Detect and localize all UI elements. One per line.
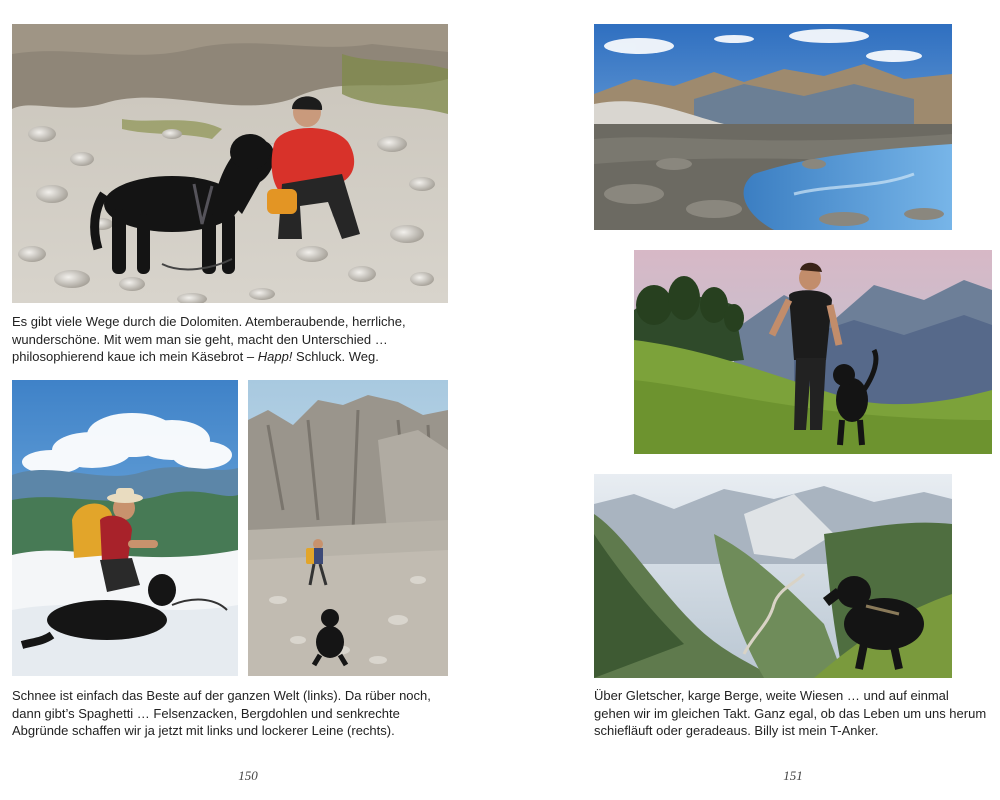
- caption-top-line-3-end: Schluck. Weg.: [292, 349, 379, 364]
- caption-top-line-1: Es gibt viele Wege durch die Dolomiten. Atemberaubende, herrliche,: [12, 314, 406, 329]
- caption-bottom-left-line-1: Schnee ist einfach das Beste auf der ganzen Welt (links). Da rüber noch,: [12, 688, 431, 703]
- right-page: [500, 0, 1000, 800]
- caption-right: [594, 687, 986, 740]
- caption-top-line-3: [12, 348, 406, 366]
- caption-bottom-left: [12, 687, 431, 740]
- photo-dog-valley-view: [594, 474, 952, 678]
- caption-bottom-left-line-2: dann gibt’s Spaghetti … Felsenzacken, Bergdohlen und senkrechte: [12, 705, 400, 721]
- page-number-left: 150: [238, 768, 258, 783]
- caption-bottom-left-line-3: Abgründe schaffen wir ja jetzt mit links und lockerer Leine (rechts).: [12, 723, 395, 738]
- caption-right-line-2: gehen wir im gleichen Takt. Ganz egal, ob das Leben um uns herum: [594, 705, 987, 721]
- photo-rock-walls-path: [248, 380, 448, 676]
- caption-top: [12, 313, 406, 366]
- photo-glacier-stream: [594, 24, 952, 230]
- caption-top-line-2: wunderschöne. Mit wem man sie geht, macht den Unterschied …: [12, 331, 388, 347]
- photo-man-dog-meadow: [634, 250, 992, 454]
- page-number-right: 151: [783, 768, 803, 783]
- photo-woman-dog-scree: [12, 24, 448, 303]
- caption-right-line-3: schiefläuft oder geradeaus. Billy ist mein T-Anker.: [594, 723, 879, 738]
- photo-hiker-dog-snow: [12, 380, 238, 676]
- caption-top-line-3-italic: Happ!: [257, 349, 293, 364]
- caption-right-line-1: Über Gletscher, karge Berge, weite Wiesen … und auf einmal: [594, 688, 949, 703]
- caption-top-line-3-start: philosophierend kaue ich mein Käsebrot –: [12, 349, 258, 364]
